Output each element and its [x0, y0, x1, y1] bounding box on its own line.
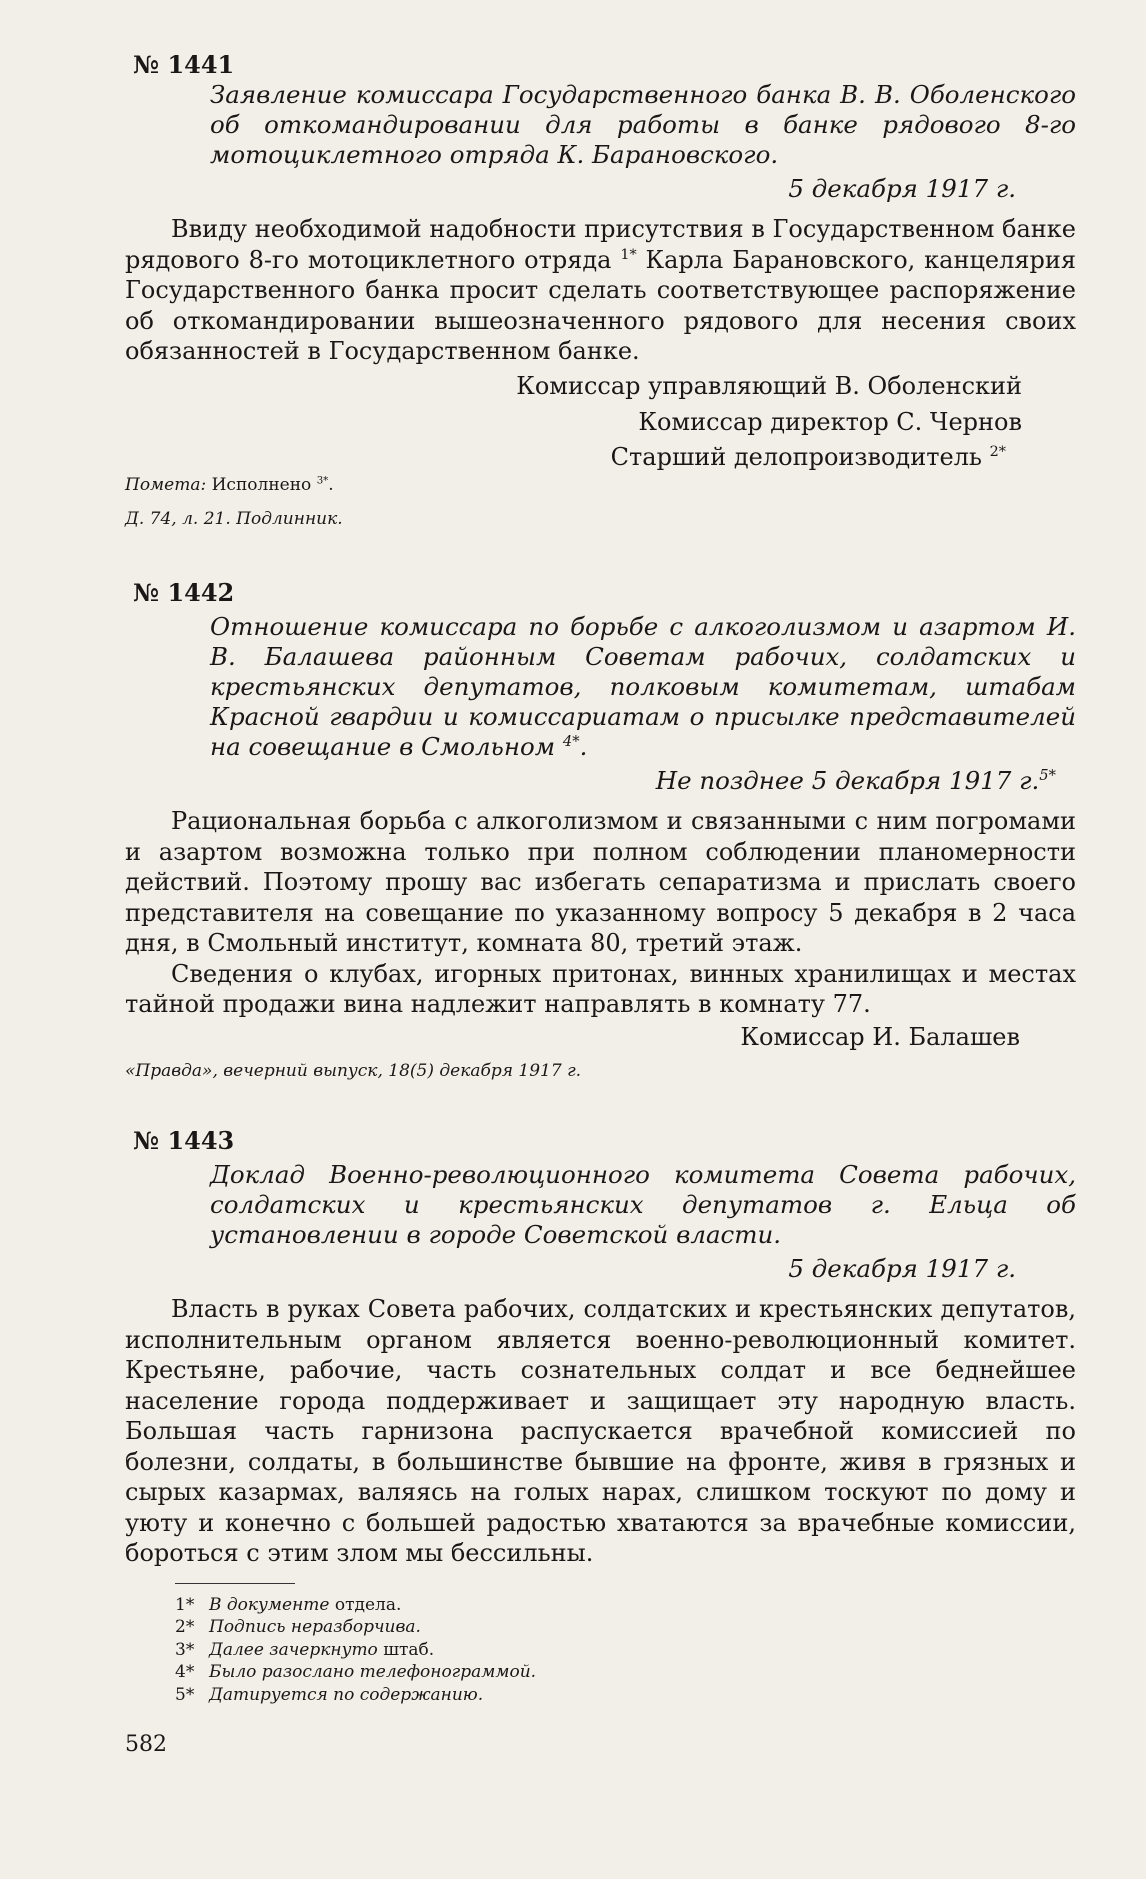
date-text: Не позднее 5 декабря 1917 г. [655, 766, 1040, 795]
footnote [175, 1594, 1076, 1617]
footnote-italic: Далее зачеркнуто [209, 1639, 378, 1660]
footnote [175, 1661, 1076, 1684]
document-number: № 1442 [133, 578, 235, 607]
document-1442 [125, 578, 1076, 1084]
document-1443 [125, 1126, 1076, 1569]
footnote [175, 1616, 1076, 1639]
document-body: Рациональная борьба с алкоголизмом и связанными с ним погромами и азартом возможна только при полном соблюдении планомерности действий. Поэтому прошу вас избегать сепаратизма и прислать своего представителя на совещание по указанному вопросу 5 декабря в 2 часа дня, в Смольный институт, комната 80, третий этаж. [125, 807, 1076, 957]
document-body [125, 214, 1076, 367]
document-1441 [125, 50, 1076, 532]
note-text: Исполнено [206, 475, 317, 495]
document-heading: Доклад Военно-революционного комитета Совета рабочих, солдатских и крестьянских депутатов г. Ельца об установлении в городе Советской власти. [210, 1160, 1076, 1249]
footnote-italic: Подпись неразборчива. [209, 1617, 421, 1637]
footnote-italic: Было разослано телефонограммой. [209, 1662, 537, 1682]
document-date [125, 766, 1056, 796]
footnote-plain: штаб. [377, 1639, 435, 1660]
footnote-ref: 3* [316, 475, 329, 487]
footnote [175, 1639, 1076, 1662]
publication-source: «Правда», вечерний выпуск, 18(5) декабря 1917 г. [125, 1061, 582, 1081]
signature-clerk [125, 442, 1076, 473]
footnote-italic: В документе [209, 1594, 330, 1615]
footnote-ref: 2* [989, 443, 1006, 460]
note-end: . [328, 475, 334, 495]
document-number: № 1441 [133, 50, 235, 79]
document-body: Власть в руках Совета рабочих, солдатских и крестьянских депутатов, исполнительным органом является военно-революционный комитет. Крестьяне, рабочие, часть сознательных солдат и все беднейшее население города поддерживает и защищает эту народную власть. Большая часть гарнизона распускается врачебной комиссией по болезни, солдаты, в большинстве бывшие на фронте, живя в грязных и сырых казармах, валяясь на голых нарах, слишком тоскуют по дому и уюту и конечно с большей радостью хватаются за врачебные комиссии, бороться с этим злом мы бессильны. [125, 1295, 1076, 1567]
heading-text: Отношение комиссара по борьбе с алкоголизмом и азартом И. В. Балашева районным Советам рабочих, солдатских и крестьянских депутатов, полковым комитетам, штабам Красной гвардии и комиссариатам о присылке представителей на совещание в Смольном [210, 612, 1076, 761]
heading-end: . [579, 732, 588, 761]
document-body: Сведения о клубах, игорных притонах, винных хранилищах и местах тайной продажи вина надлежит направлять в комнату 77. [125, 959, 1076, 1018]
signature-balashev: Комиссар И. Балашев [740, 1022, 1020, 1051]
archive-source: Д. 74, л. 21. Подлинник. [125, 509, 343, 529]
document-heading [210, 612, 1076, 762]
footnote-mark: 4* [175, 1662, 195, 1682]
footnotes [125, 1594, 1076, 1707]
footnote-ref: 4* [562, 732, 580, 750]
document-date: 5 декабря 1917 г. [788, 174, 1016, 203]
footnote-ref: 5* [1039, 766, 1056, 784]
document-date: 5 декабря 1917 г. [788, 1254, 1016, 1283]
footnote-mark: 5* [175, 1684, 195, 1705]
footnote [175, 1684, 1076, 1707]
document-heading: Заявление комиссара Государственного банка В. В. Оболенского об откомандировании для работы в банке рядового 8-го мотоциклетного отряда К. Барановского. [210, 80, 1076, 169]
signature-text: Старший делопроизводитель [610, 442, 982, 471]
page-number: 582 [125, 1732, 167, 1757]
footnote-italic: Датируется по содержанию. [209, 1684, 484, 1705]
footnote-mark: 3* [175, 1639, 195, 1660]
body-text: Ввиду необходимой надобности присутствия в Государственном банке рядового 8-го мотоциклетного отряда [125, 215, 1076, 274]
note-label: Помета: [125, 475, 207, 495]
signature-oboленский: Комиссар управляющий В. Оболенский [516, 371, 1022, 400]
document-number: № 1443 [133, 1126, 235, 1155]
footnote-mark: 2* [175, 1617, 195, 1637]
footnote-mark: 1* [175, 1594, 195, 1615]
footnote-plain: отдела. [329, 1594, 402, 1615]
signatures [125, 371, 1076, 473]
footnote-ref: 1* [620, 246, 637, 263]
signature-chernov: Комиссар директор С. Чернов [638, 408, 1022, 436]
footnote-divider [175, 1583, 295, 1584]
body-text: Карла Барановского, канцелярия Государственного банка просит сделать соответствующее распоряжение об откомандировании вышеозначенного рядового для несения своих обязанностей в Государственном банке. [125, 245, 1076, 365]
annotation-note [125, 472, 1076, 498]
